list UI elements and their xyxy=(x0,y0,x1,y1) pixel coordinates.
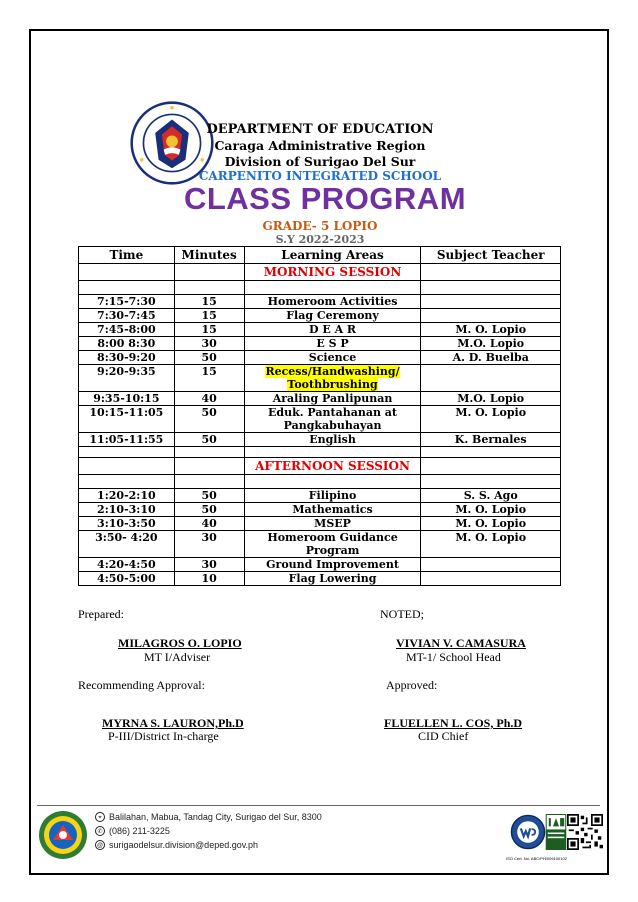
learning-area-cell xyxy=(244,365,421,392)
minutes-cell xyxy=(174,517,244,531)
recommending-label: Recommending Approval: xyxy=(78,678,205,692)
table-row xyxy=(79,489,561,503)
minutes-cell-text: 30 xyxy=(201,531,217,544)
afternoon-session-label-row xyxy=(79,458,561,475)
learning-area-cell-text: Araling Panlipunan xyxy=(272,392,393,405)
department-name: DEPARTMENT OF EDUCATION xyxy=(206,122,434,137)
table-row xyxy=(79,323,561,337)
minutes-cell-text: 50 xyxy=(201,503,217,516)
time-cell xyxy=(79,517,175,531)
empty-cell xyxy=(79,281,175,295)
empty-cell xyxy=(174,458,244,475)
time-cell-text: 9:20-9:35 xyxy=(97,365,156,378)
learning-area-cell xyxy=(244,517,421,531)
teacher-cell xyxy=(421,503,561,517)
learning-area-cell-text: Flag Ceremony xyxy=(286,309,379,322)
teacher-cell xyxy=(421,558,561,572)
prepared-label: Prepared: xyxy=(78,607,124,621)
time-cell xyxy=(79,572,175,586)
learning-area-cell-text: MSEP xyxy=(314,517,351,530)
minutes-cell xyxy=(174,295,244,309)
header-learning-areas: Learning Areas xyxy=(244,247,421,264)
table-row xyxy=(79,337,561,351)
learning-area-cell-text: Recess/Handwashing/ Toothbrushing xyxy=(265,365,400,391)
table-row xyxy=(79,295,561,309)
learning-area-cell-text: Ground Improvement xyxy=(266,558,399,571)
time-cell xyxy=(79,365,175,392)
teacher-cell xyxy=(421,572,561,586)
time-cell xyxy=(79,323,175,337)
learning-area-cell xyxy=(244,323,421,337)
teacher-cell-text: M. O. Lopio xyxy=(455,517,527,530)
recommending-name: MYRNA S. LAURON,Ph.D xyxy=(102,716,244,730)
grade-label: GRADE- 5 LOPIO xyxy=(262,219,378,233)
footer-address xyxy=(95,812,322,822)
teacher-cell-text: M. O. Lopio xyxy=(455,531,527,544)
minutes-cell xyxy=(174,351,244,365)
time-cell xyxy=(79,489,175,503)
teacher-cell-text: S. S. Ago xyxy=(463,489,518,502)
minutes-cell xyxy=(174,309,244,323)
time-cell-text: 7:15-7:30 xyxy=(97,295,156,308)
recommending-role: P-III/District In-charge xyxy=(108,729,219,743)
school-name: CARPENITO INTEGRATED SCHOOL xyxy=(198,169,442,183)
teacher-cell-text: M.O. Lopio xyxy=(457,337,525,350)
teacher-cell xyxy=(421,517,561,531)
learning-area-cell-text: Flag Lowering xyxy=(288,572,377,585)
learning-area-cell xyxy=(244,503,421,517)
teacher-cell-text: M. O. Lopio xyxy=(455,323,527,336)
empty-cell xyxy=(421,281,561,295)
empty-cell xyxy=(79,264,175,281)
minutes-cell-text: 15 xyxy=(201,295,217,308)
empty-cell xyxy=(421,475,561,489)
empty-cell xyxy=(421,447,561,458)
time-cell-text: 4:20-4:50 xyxy=(97,558,156,571)
minutes-cell xyxy=(174,531,244,558)
time-cell-text: 1:20-2:10 xyxy=(97,489,156,502)
time-cell xyxy=(79,309,175,323)
time-cell xyxy=(79,558,175,572)
learning-area-cell-text: Eduk. Pantahanan at Pangkabuhayan xyxy=(268,406,397,432)
teacher-cell xyxy=(421,489,561,503)
morning-session-label-text: MORNING SESSION xyxy=(263,265,402,279)
iso-certificate-number: ISO Cert. No. ABC/PH/009100102 xyxy=(506,856,567,861)
table-row xyxy=(79,503,561,517)
empty-cell xyxy=(79,447,175,458)
minutes-cell-text: 40 xyxy=(201,517,217,530)
teacher-cell xyxy=(421,392,561,406)
minutes-cell-text: 50 xyxy=(201,433,217,446)
time-cell-text: 8:30-9:20 xyxy=(97,351,156,364)
minutes-cell xyxy=(174,558,244,572)
time-cell-text: 4:50-5:00 xyxy=(97,572,156,585)
teacher-cell-text: M. O. Lopio xyxy=(455,406,527,419)
page-title: CLASS PROGRAM xyxy=(183,181,467,216)
class-program-table xyxy=(78,246,561,586)
approved-role: CID Chief xyxy=(418,729,469,743)
prepared-name: MILAGROS O. LOPIO xyxy=(118,636,242,650)
time-cell-text: 3:50- 4:20 xyxy=(95,531,158,544)
teacher-cell-text: M. O. Lopio xyxy=(455,503,527,516)
table-row xyxy=(79,351,561,365)
learning-area-cell xyxy=(244,531,421,558)
approved-label: Approved: xyxy=(386,678,438,692)
table-row xyxy=(79,309,561,323)
minutes-cell xyxy=(174,365,244,392)
empty-cell xyxy=(174,281,244,295)
learning-area-cell-text: Science xyxy=(308,351,357,364)
teacher-cell xyxy=(421,365,561,392)
learning-area-cell xyxy=(244,295,421,309)
minutes-cell xyxy=(174,337,244,351)
minutes-cell-text: 50 xyxy=(201,406,217,419)
minutes-cell xyxy=(174,323,244,337)
minutes-cell xyxy=(174,406,244,433)
teacher-cell xyxy=(421,406,561,433)
morning-session-label-row xyxy=(79,264,561,281)
teacher-cell xyxy=(421,295,561,309)
minutes-cell-text: 15 xyxy=(201,365,217,378)
learning-area-cell-text: D E A R xyxy=(308,323,357,336)
time-cell xyxy=(79,392,175,406)
learning-area-cell xyxy=(244,337,421,351)
empty-cell xyxy=(244,447,421,458)
time-cell-text: 10:15-11:05 xyxy=(89,406,164,419)
noted-role: MT-1/ School Head xyxy=(406,650,501,664)
footer-phone xyxy=(95,826,170,836)
table-row xyxy=(79,531,561,558)
address-text: Balilahan, Mabua, Tandag City, Surigao del Sur, 8300 xyxy=(109,812,322,822)
header-subject-teacher: Subject Teacher xyxy=(421,247,561,264)
empty-cell xyxy=(174,475,244,489)
empty-cell xyxy=(174,264,244,281)
minutes-cell-text: 30 xyxy=(201,337,217,350)
header-minutes: Minutes xyxy=(174,247,244,264)
minutes-cell-text: 15 xyxy=(201,323,217,336)
learning-area-cell xyxy=(244,572,421,586)
learning-area-cell xyxy=(244,392,421,406)
minutes-cell-text: 10 xyxy=(201,572,217,585)
empty-cell xyxy=(421,458,561,475)
minutes-cell xyxy=(174,503,244,517)
time-cell xyxy=(79,433,175,447)
time-cell xyxy=(79,337,175,351)
learning-area-cell-text: Homeroom Guidance Program xyxy=(267,531,398,557)
teacher-cell xyxy=(421,433,561,447)
learning-area-cell-text: English xyxy=(309,433,356,446)
learning-area-cell xyxy=(244,489,421,503)
learning-area-cell-text: Homeroom Activities xyxy=(267,295,398,308)
minutes-cell xyxy=(174,433,244,447)
learning-area-cell xyxy=(244,433,421,447)
learning-area-cell xyxy=(244,558,421,572)
empty-cell xyxy=(79,458,175,475)
spacer-row xyxy=(79,281,561,295)
afternoon-session-label-text: AFTERNOON SESSION xyxy=(255,459,410,473)
teacher-cell-text: A. D. Buelba xyxy=(452,351,529,364)
noted-name: VIVIAN V. CAMASURA xyxy=(396,636,526,650)
time-cell-text: 2:10-3:10 xyxy=(97,503,156,516)
header-time: Time xyxy=(79,247,175,264)
empty-cell xyxy=(244,281,421,295)
time-cell-text: 7:30-7:45 xyxy=(97,309,156,322)
teacher-cell xyxy=(421,323,561,337)
time-cell xyxy=(79,351,175,365)
teacher-cell xyxy=(421,309,561,323)
ias-badge-logo xyxy=(545,814,567,850)
table-row xyxy=(79,517,561,531)
teacher-cell xyxy=(421,337,561,351)
certification-badge-logo xyxy=(510,814,546,850)
learning-area-cell xyxy=(244,351,421,365)
table-header-row xyxy=(79,247,561,264)
minutes-cell-text: 15 xyxy=(201,309,217,322)
minutes-cell xyxy=(174,572,244,586)
footer-divider xyxy=(37,805,600,806)
qr-code-icon xyxy=(567,814,603,850)
teacher-cell-text: M.O. Lopio xyxy=(457,392,525,405)
minutes-cell-text: 30 xyxy=(201,558,217,571)
table-row xyxy=(79,406,561,433)
time-cell-text: 9:35-10:15 xyxy=(93,392,160,405)
division-seal-logo xyxy=(38,810,88,860)
table-row xyxy=(79,572,561,586)
minutes-cell-text: 50 xyxy=(201,489,217,502)
noted-label: NOTED; xyxy=(380,607,424,621)
teacher-cell xyxy=(421,351,561,365)
table-row xyxy=(79,365,561,392)
morning-session-label xyxy=(244,264,421,281)
school-year: S.Y 2022-2023 xyxy=(275,233,365,246)
empty-cell xyxy=(79,475,175,489)
minutes-cell xyxy=(174,392,244,406)
footer-email xyxy=(95,840,258,850)
time-cell xyxy=(79,503,175,517)
spacer-row xyxy=(79,447,561,458)
empty-cell xyxy=(174,447,244,458)
time-cell-text: 3:10-3:50 xyxy=(97,517,156,530)
time-cell-text: 11:05-11:55 xyxy=(89,433,164,446)
learning-area-cell-text: E S P xyxy=(316,337,349,350)
teacher-cell-text: K. Bernales xyxy=(454,433,527,446)
spacer-row xyxy=(79,475,561,489)
table-row xyxy=(79,392,561,406)
time-cell xyxy=(79,406,175,433)
division-name: Division of Surigao Del Sur xyxy=(224,154,416,169)
learning-area-cell xyxy=(244,309,421,323)
time-cell xyxy=(79,531,175,558)
time-cell xyxy=(79,295,175,309)
location-icon: ⌖ xyxy=(95,812,105,822)
minutes-cell-text: 40 xyxy=(201,392,217,405)
afternoon-session-label xyxy=(244,458,421,475)
prepared-role: MT I/Adviser xyxy=(144,650,211,664)
empty-cell xyxy=(421,264,561,281)
minutes-cell-text: 50 xyxy=(201,351,217,364)
approved-name: FLUELLEN L. COS, Ph.D xyxy=(384,716,523,730)
phone-text: (086) 211-3225 xyxy=(109,826,170,836)
time-cell-text: 8:00 8:30 xyxy=(97,337,156,350)
empty-cell xyxy=(244,475,421,489)
table-row xyxy=(79,558,561,572)
minutes-cell xyxy=(174,489,244,503)
learning-area-cell-text: Filipino xyxy=(308,489,357,502)
email-icon: @ xyxy=(95,840,105,850)
email-text: surigaodelsur.division@deped.gov.ph xyxy=(109,840,259,850)
teacher-cell xyxy=(421,531,561,558)
learning-area-cell-text: Mathematics xyxy=(292,503,373,516)
phone-icon: ✆ xyxy=(95,826,105,836)
table-row xyxy=(79,433,561,447)
learning-area-cell xyxy=(244,406,421,433)
time-cell-text: 7:45-8:00 xyxy=(97,323,156,336)
region-name: Caraga Administrative Region xyxy=(214,138,426,153)
